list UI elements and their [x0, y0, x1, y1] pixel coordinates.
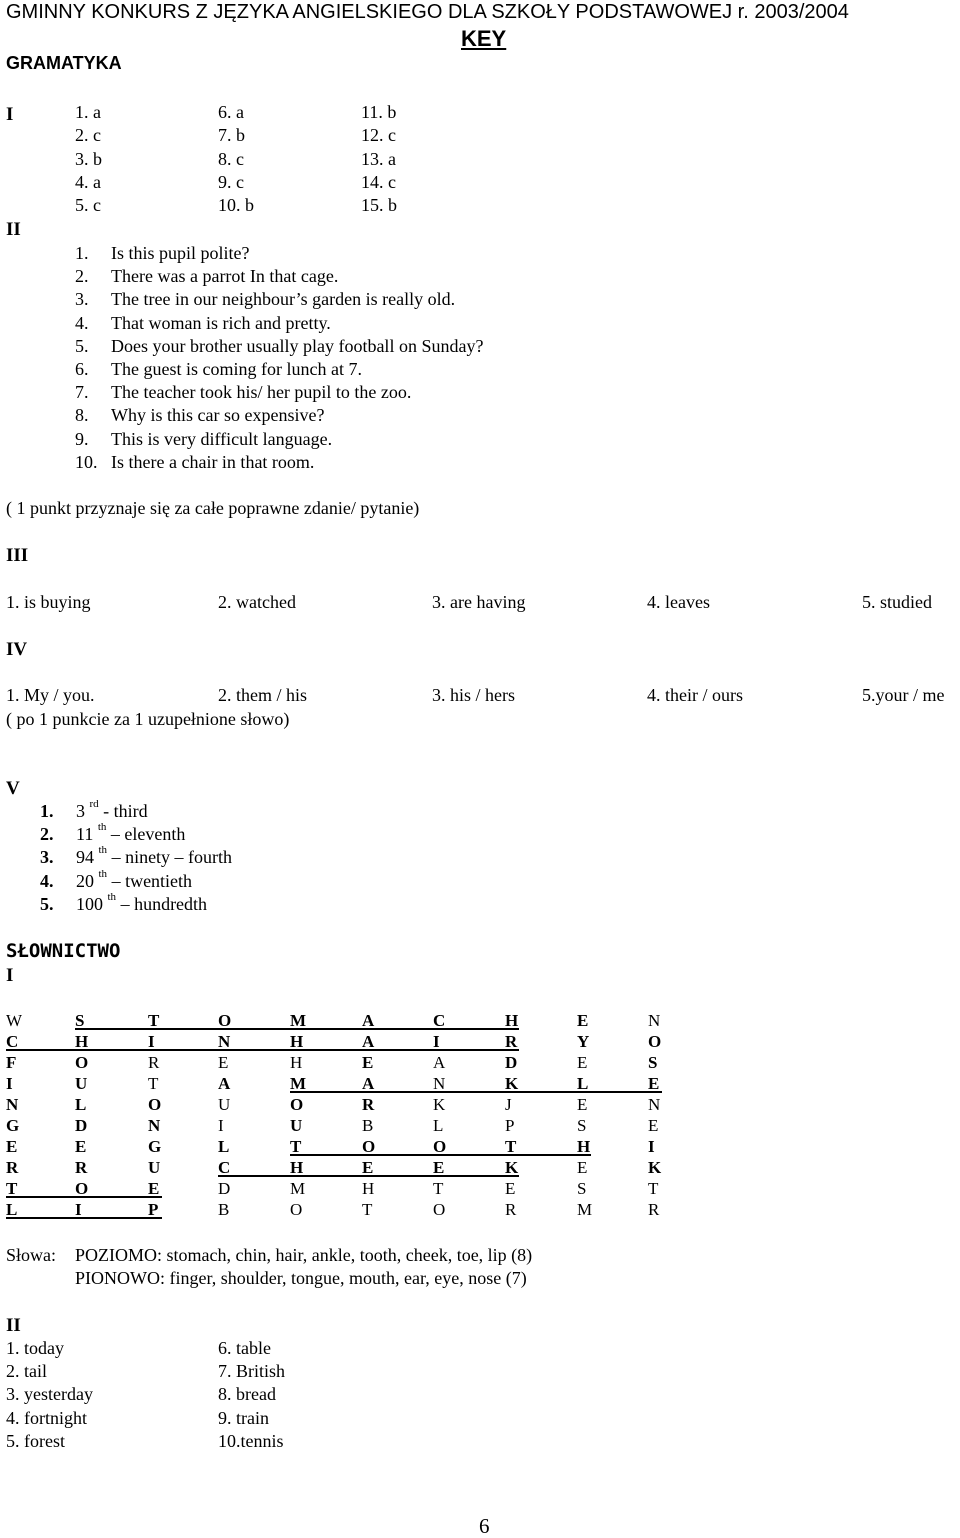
- grid-letter: O: [290, 1200, 303, 1219]
- answer-item: 8. bread: [218, 1384, 276, 1405]
- exercise-3-numeral: III: [6, 545, 29, 566]
- grid-letter: H: [505, 1011, 519, 1030]
- sentence-answer: That woman is rich and pretty.: [111, 312, 331, 333]
- answer-item: 10. b: [218, 195, 254, 216]
- grid-letter: H: [577, 1137, 591, 1156]
- grid-letter: N: [648, 1011, 661, 1030]
- list-number: 9.: [75, 428, 89, 449]
- grid-letter: B: [218, 1200, 230, 1219]
- grid-letter: I: [648, 1137, 655, 1156]
- page-number: 6: [479, 1514, 490, 1538]
- words-horizontal: POZIOMO: stomach, chin, hair, ankle, tooth, cheek, toe, lip (8): [75, 1245, 533, 1265]
- ordinal-number: 3: [76, 801, 85, 821]
- grid-letter: T: [148, 1074, 159, 1093]
- ordinal-number: 94: [76, 847, 94, 868]
- grid-letter: R: [148, 1053, 160, 1072]
- ordinal-answer: [76, 798, 148, 821]
- sentence-answer: Why is this car so expensive?: [111, 405, 325, 426]
- section-vocabulary: SŁOWNICTWO: [6, 940, 121, 962]
- answer-item: 2. c: [75, 125, 101, 146]
- grid-letter: U: [75, 1074, 88, 1093]
- grid-letter: O: [290, 1095, 304, 1114]
- list-number: 4.: [75, 312, 89, 333]
- grid-letter: P: [148, 1200, 159, 1219]
- answer-item: 5. studied: [862, 592, 932, 612]
- grid-letter: O: [362, 1137, 376, 1156]
- grid-letter: E: [577, 1011, 589, 1030]
- grid-letter: H: [75, 1032, 89, 1051]
- grid-letter: E: [362, 1158, 374, 1177]
- grid-letter: P: [505, 1116, 515, 1135]
- grid-letter: T: [148, 1011, 160, 1030]
- grid-letter: N: [648, 1095, 661, 1114]
- ordinal-word: – twentieth: [107, 870, 193, 891]
- answer-item: 1. a: [75, 102, 101, 122]
- grid-letter: U: [290, 1116, 303, 1135]
- words-vertical: PIONOWO: finger, shoulder, tongue, mouth, ear, eye, nose (7): [75, 1268, 527, 1288]
- grid-letter: T: [6, 1179, 18, 1198]
- grid-letter: M: [290, 1179, 306, 1198]
- grid-letter: F: [6, 1053, 17, 1072]
- exercise-5-numeral: V: [6, 778, 20, 799]
- grid-letter: T: [290, 1137, 302, 1156]
- grid-letter: A: [362, 1011, 375, 1030]
- sentence-answer: There was a parrot In that cage.: [111, 266, 339, 287]
- list-number: 3.: [75, 289, 89, 310]
- list-number: 5.: [75, 335, 89, 356]
- ordinal-suffix: th: [98, 844, 108, 857]
- ordinal-answer: [76, 890, 208, 914]
- answer-item: 4. fortnight: [6, 1407, 87, 1428]
- grid-letter: O: [75, 1053, 89, 1072]
- answer-item: 3. b: [75, 148, 102, 169]
- sentence-answer: Is this pupil polite?: [111, 243, 250, 263]
- answer-item: 2. tail: [6, 1361, 47, 1382]
- grid-letter: T: [362, 1200, 373, 1219]
- answer-item: 7. b: [218, 125, 245, 146]
- grid-letter: L: [218, 1137, 230, 1156]
- answer-item: 5. c: [75, 195, 101, 216]
- list-number: 3.: [40, 847, 54, 868]
- grid-letter: I: [75, 1200, 82, 1219]
- list-number: 6.: [75, 359, 89, 379]
- list-number: 2.: [75, 266, 89, 287]
- grid-letter: E: [505, 1179, 516, 1198]
- list-number: 2.: [40, 824, 54, 845]
- grid-letter: E: [648, 1116, 659, 1135]
- grid-letter: G: [6, 1116, 20, 1135]
- answer-item: 1. is buying: [6, 592, 91, 612]
- answer-item: 12. c: [361, 125, 396, 146]
- grid-letter: A: [433, 1053, 446, 1072]
- grid-letter: T: [648, 1179, 659, 1198]
- answer-item: 7. British: [218, 1361, 286, 1382]
- grid-letter: E: [648, 1074, 660, 1093]
- grid-letter: S: [577, 1116, 587, 1135]
- grid-letter: R: [505, 1032, 518, 1051]
- ordinal-word: – hundredth: [116, 893, 208, 914]
- word-highlight-underline: [6, 1217, 162, 1219]
- grid-letter: I: [6, 1074, 13, 1093]
- list-number: 8.: [75, 405, 89, 426]
- section-grammar: GRAMATYKA: [6, 53, 122, 73]
- vocab-1-numeral: I: [6, 965, 14, 986]
- key-title: KEY: [461, 26, 507, 51]
- grid-letter: E: [75, 1137, 87, 1156]
- ordinal-suffix: th: [107, 890, 117, 903]
- sentence-answer: Does your brother usually play football on Sunday?: [111, 335, 484, 356]
- ordinal-suffix: rd: [89, 798, 99, 810]
- answer-item: 2. watched: [218, 592, 296, 612]
- sentence-answer: The tree in our neighbour’s garden is really old.: [111, 289, 456, 310]
- answer-item: 10.tennis: [218, 1430, 284, 1451]
- grid-letter: E: [218, 1053, 229, 1072]
- grid-letter: M: [290, 1074, 307, 1093]
- grid-letter: H: [290, 1032, 304, 1051]
- answer-item: 1. today: [6, 1338, 64, 1358]
- ordinal-number: 11: [76, 824, 94, 845]
- grid-letter: K: [505, 1074, 519, 1093]
- ordinal-answer: [76, 821, 186, 845]
- grid-letter: M: [577, 1200, 593, 1219]
- list-number: 1.: [75, 243, 89, 263]
- grid-letter: E: [6, 1137, 18, 1156]
- grid-letter: E: [148, 1179, 160, 1198]
- word-highlight-underline: [290, 1091, 662, 1093]
- grid-letter: T: [505, 1137, 517, 1156]
- grid-letter: D: [505, 1053, 518, 1072]
- grid-letter: L: [577, 1074, 589, 1093]
- grid-letter: O: [433, 1200, 446, 1219]
- grid-letter: D: [218, 1179, 231, 1198]
- sentence-answer: Is there a chair in that room.: [111, 451, 315, 472]
- answer-item: 4. a: [75, 171, 101, 192]
- exercise-1-numeral: I: [6, 104, 14, 125]
- grid-letter: W: [6, 1011, 23, 1030]
- grid-letter: C: [218, 1158, 231, 1177]
- answer-item: 4. leaves: [647, 592, 710, 612]
- answer-item: 1. My / you.: [6, 685, 95, 705]
- list-number: 1.: [40, 801, 54, 821]
- words-label: Słowa:: [6, 1245, 57, 1265]
- grid-letter: C: [433, 1011, 446, 1030]
- grid-letter: K: [433, 1095, 446, 1114]
- grid-letter: A: [362, 1032, 375, 1051]
- ordinal-number: 100: [76, 893, 103, 914]
- grid-letter: R: [75, 1158, 88, 1177]
- ordinal-answer: [76, 844, 233, 868]
- grid-letter: N: [218, 1032, 231, 1051]
- list-number: 5.: [40, 893, 54, 914]
- sentence-answer: The teacher took his/ her pupil to the zoo.: [111, 382, 412, 403]
- grid-letter: Y: [577, 1032, 590, 1051]
- sentence-answer: This is very difficult language.: [111, 428, 333, 449]
- ordinal-word: – eleventh: [106, 824, 186, 845]
- exercise-4-numeral: IV: [6, 639, 28, 660]
- answer-item: 5.your / me: [862, 685, 945, 705]
- grid-letter: C: [6, 1032, 19, 1051]
- grid-letter: O: [648, 1032, 662, 1051]
- answer-item: 15. b: [361, 195, 397, 216]
- ordinal-suffix: th: [97, 821, 107, 834]
- grid-letter: R: [6, 1158, 19, 1177]
- answer-item: 9. c: [218, 171, 244, 192]
- grid-letter: R: [648, 1200, 660, 1219]
- grid-letter: A: [218, 1074, 231, 1093]
- grid-letter: I: [433, 1032, 440, 1051]
- grid-letter: U: [218, 1095, 231, 1114]
- ordinal-suffix: th: [98, 867, 108, 880]
- answer-item: 3. his / hers: [432, 685, 515, 705]
- exercise-2-numeral: II: [6, 219, 21, 240]
- grid-letter: D: [75, 1116, 88, 1135]
- answer-item: 3. yesterday: [6, 1384, 93, 1405]
- answer-item: 14. c: [361, 171, 396, 192]
- grid-letter: U: [148, 1158, 161, 1177]
- grid-letter: S: [577, 1179, 587, 1198]
- answer-item: 6. a: [218, 102, 244, 122]
- grid-letter: O: [433, 1137, 447, 1156]
- answer-item: 11. b: [361, 102, 397, 122]
- grid-letter: L: [6, 1200, 18, 1219]
- grid-letter: H: [290, 1053, 303, 1072]
- answer-item: 8. c: [218, 148, 244, 169]
- grid-letter: N: [148, 1116, 161, 1135]
- grid-letter: E: [433, 1158, 445, 1177]
- grid-letter: G: [148, 1137, 162, 1156]
- grid-letter: K: [505, 1158, 519, 1177]
- grid-letter: O: [75, 1179, 89, 1198]
- grid-letter: E: [577, 1095, 588, 1114]
- grid-letter: L: [75, 1095, 87, 1114]
- grid-letter: E: [577, 1053, 588, 1072]
- grid-letter: J: [505, 1095, 512, 1114]
- grid-letter: H: [362, 1179, 375, 1198]
- grid-letter: B: [362, 1116, 374, 1135]
- answer-item: 2. them / his: [218, 685, 307, 705]
- answer-item: 13. a: [361, 148, 396, 169]
- grid-letter: H: [290, 1158, 304, 1177]
- answer-item: 9. train: [218, 1407, 269, 1428]
- grid-letter: R: [362, 1095, 375, 1114]
- grid-letter: I: [218, 1116, 224, 1135]
- grid-letter: A: [362, 1074, 375, 1093]
- list-number: 4.: [40, 870, 54, 891]
- ordinal-number: 20: [76, 870, 94, 891]
- document-header: GMINNY KONKURS Z JĘZYKA ANGIELSKIEGO DLA SZKOŁY PODSTAWOWEJ r. 2003/2004: [6, 1, 849, 23]
- grid-letter: N: [433, 1074, 446, 1093]
- grid-letter: E: [362, 1053, 374, 1072]
- ordinal-answer: [76, 867, 193, 891]
- grid-letter: T: [433, 1179, 444, 1198]
- grid-letter: O: [148, 1095, 162, 1114]
- grid-letter: S: [648, 1053, 658, 1072]
- grid-letter: S: [75, 1011, 85, 1030]
- grid-letter: N: [6, 1095, 19, 1114]
- grid-letter: R: [505, 1200, 517, 1219]
- grid-letter: I: [148, 1032, 155, 1051]
- answer-item: 5. forest: [6, 1430, 65, 1451]
- list-number: 7.: [75, 382, 89, 403]
- sentence-answer: The guest is coming for lunch at 7.: [111, 359, 362, 379]
- answer-item: 3. are having: [432, 592, 526, 612]
- ordinal-word: – ninety – fourth: [107, 847, 233, 868]
- vocab-2-numeral: II: [6, 1315, 21, 1336]
- answer-item: 6. table: [218, 1338, 271, 1358]
- ordinal-word: - third: [98, 801, 148, 821]
- grid-letter: K: [648, 1158, 662, 1177]
- grid-letter: O: [218, 1011, 232, 1030]
- answer-item: 4. their / ours: [647, 685, 743, 705]
- grid-letter: L: [433, 1116, 444, 1135]
- list-number: 10.: [75, 451, 98, 472]
- grid-letter: M: [290, 1011, 307, 1030]
- grid-letter: E: [577, 1158, 588, 1177]
- exercise-4-scoring-note: ( po 1 punkcie za 1 uzupełnione słowo): [6, 709, 290, 729]
- exercise-2-scoring-note: ( 1 punkt przyznaje się za całe poprawne zdanie/ pytanie): [6, 498, 420, 518]
